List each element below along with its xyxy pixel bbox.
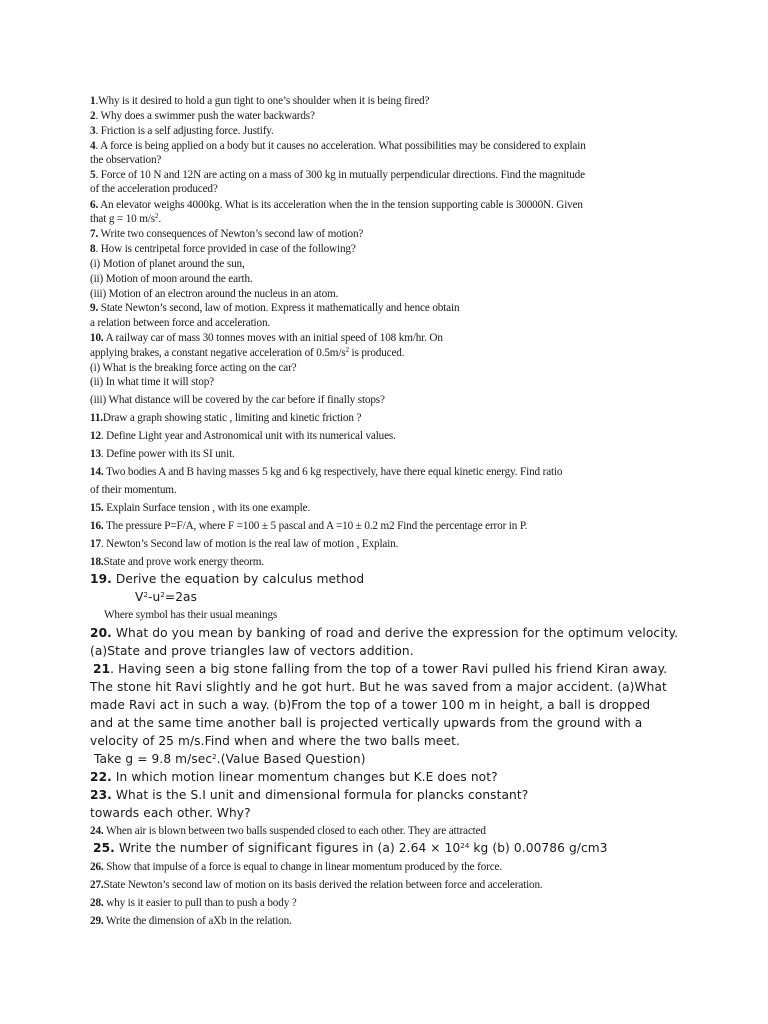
- question-27: [90, 878, 543, 892]
- question-text: Write two consequences of Newton’s second law of motion?: [98, 228, 364, 240]
- question-text: Derive the equation by calculus method: [111, 572, 365, 586]
- question-number: 27.: [90, 879, 104, 891]
- given-value: that g = 10 m/s: [90, 213, 155, 225]
- question-9: [90, 301, 459, 315]
- superscript: 2: [143, 591, 148, 599]
- question-4: [90, 139, 586, 153]
- question-number: 5: [90, 169, 96, 181]
- question-8: [90, 242, 356, 256]
- question-number: 16.: [90, 520, 104, 532]
- question-14: [90, 465, 562, 479]
- question-2: [90, 109, 315, 123]
- question-text: A railway car of mass 30 tonnes moves with an initial speed of 108 km/hr. On: [103, 332, 443, 344]
- question-text: An elevator weighs 4000kg. What is its acceleration when the in the tension supporting cable is 30000N. Given: [98, 199, 583, 211]
- continuation-text: .(Value Based Question): [216, 752, 366, 766]
- question-number: 23.: [90, 788, 112, 802]
- question-5-continuation: of the acceleration produced?: [90, 183, 218, 195]
- equation: [135, 589, 197, 605]
- superscript: 2: [154, 212, 159, 220]
- question-5: [90, 168, 585, 182]
- question-number: 28.: [90, 897, 104, 909]
- question-text: . Define Light year and Astronomical unit with its numerical values.: [100, 430, 396, 442]
- question-text: .Why is it desired to hold a gun tight to one’s shoulder when it is being fired?: [95, 95, 430, 107]
- question-24: [90, 824, 486, 838]
- question-number: 17: [90, 538, 101, 550]
- question-text: . A force is being applied on a body but it causes no acceleration. What possibilities may be considered to explain: [95, 140, 586, 152]
- question-number: 22.: [90, 770, 112, 784]
- question-18: [90, 555, 264, 569]
- question-number: 14.: [90, 466, 104, 478]
- question-text: Draw a graph showing static , limiting and kinetic friction ?: [102, 412, 362, 424]
- question-text: What do you mean by banking of road and derive the expression for the optimum velocity.: [111, 626, 679, 640]
- question-number: 25.: [93, 841, 115, 855]
- question-text: . Friction is a self adjusting force. Justify.: [95, 125, 274, 137]
- question-10: [90, 331, 443, 345]
- question-text: State Newton’s second law of motion on its basis derived the relation between force and acceleration.: [103, 879, 543, 891]
- question-number: 18.: [90, 556, 104, 568]
- question-21-line-2: The stone hit Ravi slightly and he got hurt. But he was saved from a major accident. (a)What: [90, 680, 667, 694]
- question-text: What is the S.I unit and dimensional formula for plancks constant?: [111, 788, 529, 802]
- sub-question-ii: (ii) Motion of moon around the earth.: [90, 273, 253, 285]
- question-text: Show that impulse of a force is equal to change in linear momentum produced by the force.: [103, 861, 502, 873]
- equation-term: -u: [148, 590, 161, 604]
- question-number: 19.: [90, 572, 112, 586]
- question-21: [93, 661, 667, 677]
- question-20-continuation: (a)State and prove triangles law of vectors addition.: [90, 644, 414, 658]
- question-number: 1: [90, 95, 96, 107]
- question-29: [90, 914, 292, 928]
- question-text: . Define power with its SI unit.: [100, 448, 235, 460]
- question-number: 2: [90, 110, 96, 122]
- question-number: 26.: [90, 861, 104, 873]
- question-10-continuation: [90, 346, 404, 360]
- question-text: . Having seen a big stone falling from the top of a tower Ravi pulled his friend Kiran away.: [110, 662, 668, 676]
- question-21-line-4: and at the same time another ball is projected vertically upwards from the ground with a: [90, 716, 643, 730]
- question-number: 29.: [90, 915, 104, 927]
- given-value: Take g = 9.8 m/sec: [94, 752, 213, 766]
- question-number: 15.: [90, 502, 104, 514]
- question-text: When air is blown between two balls suspended closed to each other. They are attracted: [103, 825, 486, 837]
- question-text: Explain Surface tension , with its one example.: [103, 502, 311, 514]
- question-20: [90, 625, 678, 641]
- question-text: why is it easier to pull than to push a body ?: [103, 897, 297, 909]
- question-number: 13: [90, 448, 101, 460]
- question-14-continuation: of their momentum.: [90, 484, 177, 496]
- question-text: The pressure P=F/A, where F =100 ± 5 pascal and A =10 ± 0.2 m2 Find the percentage error in P.: [103, 520, 528, 532]
- sub-question-i: (i) What is the breaking force acting on the car?: [90, 362, 297, 374]
- question-number: 6.: [90, 199, 99, 211]
- sub-question-i: (i) Motion of planet around the sun,: [90, 258, 245, 270]
- question-number: 3: [90, 125, 96, 137]
- question-number: 12: [90, 430, 101, 442]
- question-28: [90, 896, 297, 910]
- punctuation: .: [158, 213, 161, 225]
- superscript: 24: [460, 842, 470, 850]
- superscript: 2: [345, 346, 349, 354]
- sub-question-iii: (iii) Motion of an electron around the nucleus in an atom.: [90, 288, 339, 300]
- question-19: [90, 571, 364, 587]
- question-text: . Newton’s Second law of motion is the real law of motion , Explain.: [100, 538, 399, 550]
- superscript: 2: [160, 591, 165, 599]
- question-12: [90, 429, 396, 443]
- question-number: 4: [90, 140, 96, 152]
- question-9-continuation: a relation between force and acceleration.: [90, 317, 271, 329]
- question-text: kg (b) 0.00786 g/cm3: [469, 841, 608, 855]
- question-13: [90, 447, 235, 461]
- question-number: 11.: [90, 412, 103, 424]
- question-text: In which motion linear momentum changes but K.E does not?: [111, 770, 498, 784]
- question-22: [90, 769, 498, 785]
- question-21-line-3: made Ravi act in such a way. (b)From the top of a tower 100 m in height, a ball is dropped: [90, 698, 651, 712]
- question-3: [90, 124, 274, 138]
- question-6-continuation: [90, 212, 161, 226]
- question-1: [90, 94, 429, 108]
- question-number: 9.: [90, 302, 99, 314]
- question-17: [90, 537, 398, 551]
- question-6: [90, 198, 583, 212]
- given-value: applying brakes, a constant negative acceleration of 0.5m/s: [90, 347, 346, 359]
- question-25: [93, 840, 608, 856]
- question-4-continuation: the observation?: [90, 154, 162, 166]
- question-number: 7.: [90, 228, 99, 240]
- question-23: [90, 787, 528, 803]
- question-number: 20.: [90, 626, 112, 640]
- question-number: 21: [93, 662, 111, 676]
- question-23-continuation: towards each other. Why?: [90, 806, 251, 820]
- sub-question-ii: (ii) In what time it will stop?: [90, 376, 214, 388]
- question-16: [90, 519, 527, 533]
- question-text: Write the number of significant figures in (a) 2.64 × 10: [114, 841, 461, 855]
- continuation-text: is produced.: [348, 347, 405, 359]
- equation-term: V: [135, 590, 144, 604]
- question-text: . How is centripetal force provided in case of the following?: [95, 243, 356, 255]
- question-number: 10.: [90, 332, 104, 344]
- question-15: [90, 501, 310, 515]
- question-7: [90, 227, 363, 241]
- question-number: 8: [90, 243, 96, 255]
- sub-question-iii: (iii) What distance will be covered by the car before if finally stops?: [90, 394, 385, 406]
- question-26: [90, 860, 502, 874]
- question-text: State and prove work energy theorm.: [103, 556, 264, 568]
- question-21-line-5: velocity of 25 m/s.Find when and where the two balls meet.: [90, 734, 460, 748]
- equation-note: Where symbol has their usual meanings: [104, 609, 278, 621]
- question-text: . Force of 10 N and 12N are acting on a mass of 300 kg in mutually perpendicular directions. Find the magnitude: [95, 169, 585, 181]
- question-text: Two bodies A and B having masses 5 kg and 6 kg respectively, have there equal kinetic energy. Find ratio: [103, 466, 563, 478]
- question-text: . Why does a swimmer push the water backwards?: [95, 110, 315, 122]
- superscript: 2: [212, 753, 217, 761]
- question-number: 24.: [90, 825, 104, 837]
- question-text: Write the dimension of aXb in the relation.: [103, 915, 292, 927]
- equation-term: =2as: [164, 590, 198, 604]
- question-11: [90, 411, 361, 425]
- question-21-line-6: [94, 751, 366, 767]
- question-text: State Newton’s second, law of motion. Express it mathematically and hence obtain: [98, 302, 460, 314]
